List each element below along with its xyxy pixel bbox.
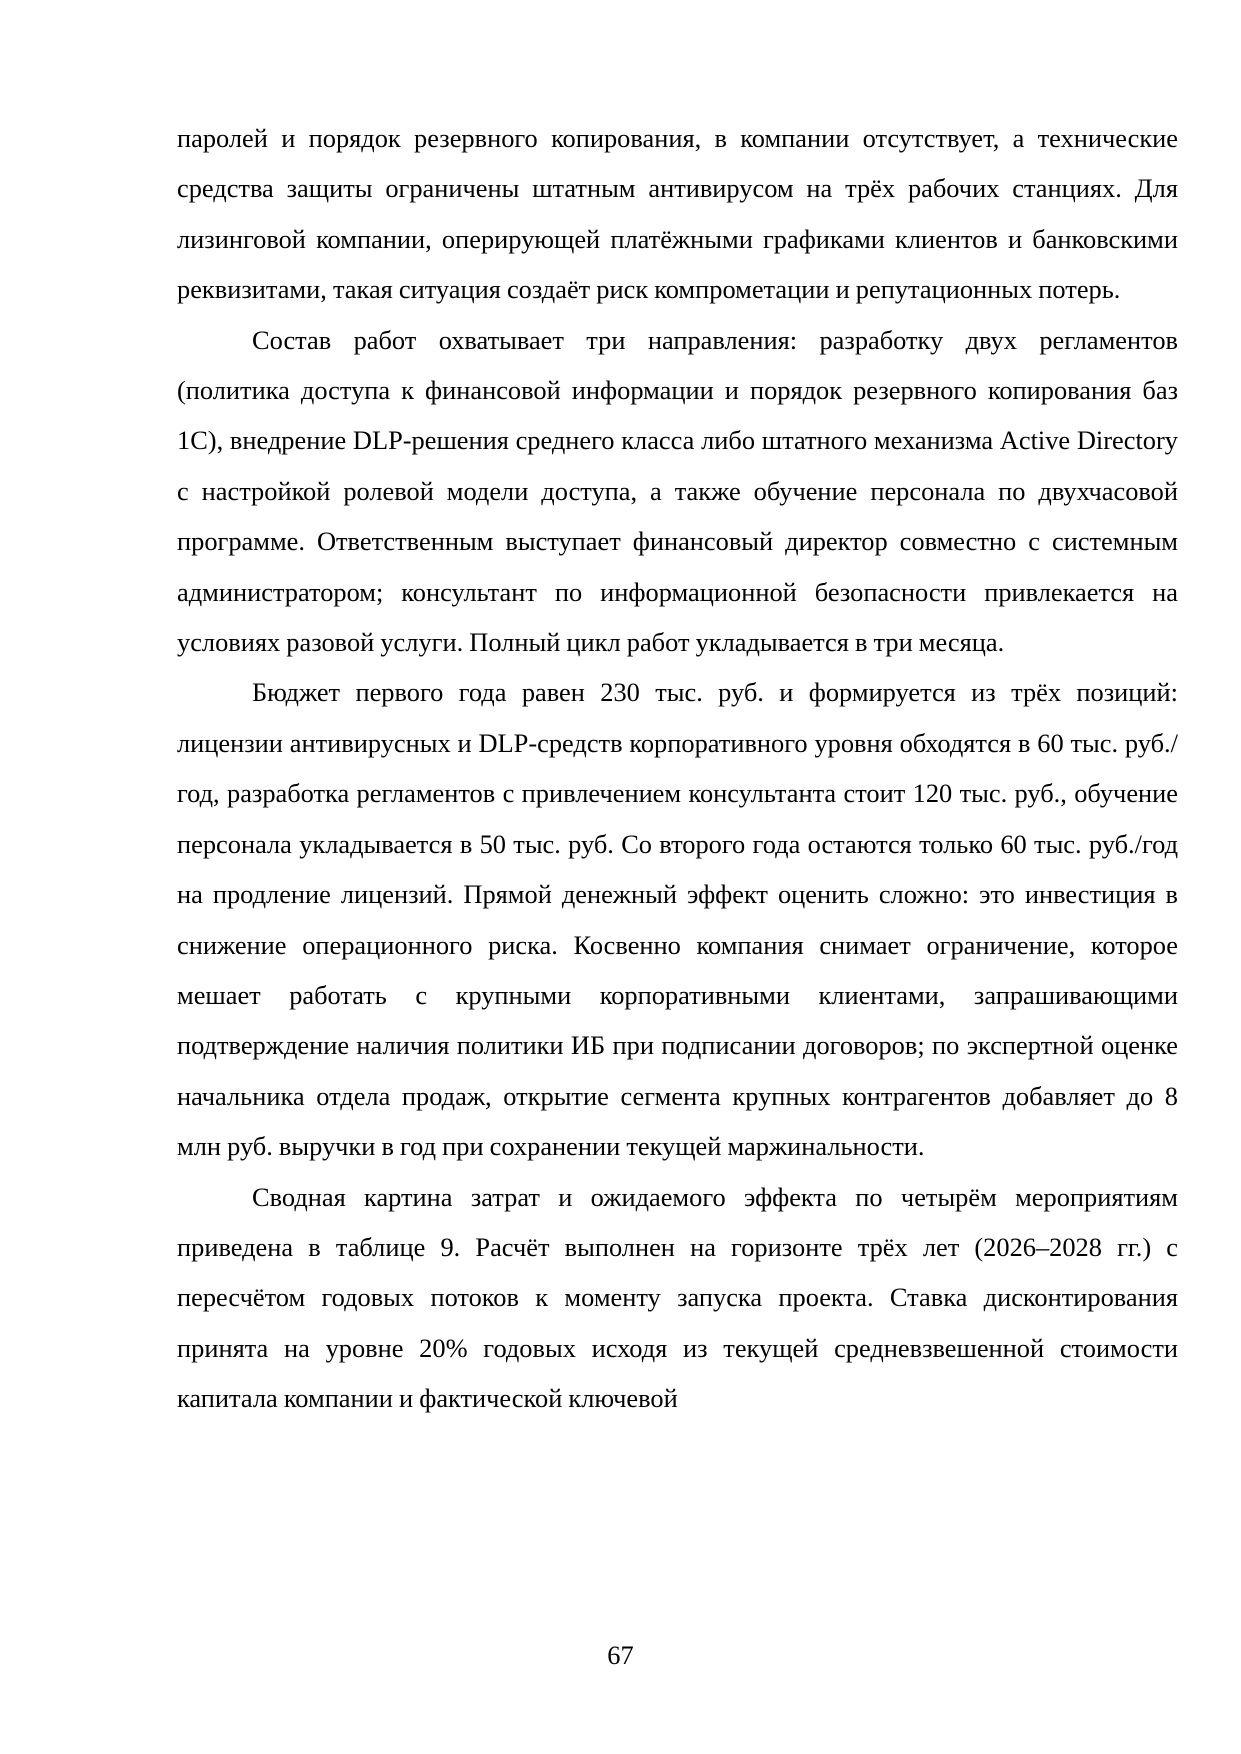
paragraph-2: Состав работ охватывает три направления: разработку двух регламентов (политика доступа к финансовой информации и порядок резервного копирования баз 1С), внедрение DLP-решения среднего класса либо штатного механизма Active Directory с настройкой ролевой модели доступа, а также обучение персонала по двухчасовой программе. Ответственным выступает финансовый директор совместно с системным администратором; консультант по информационной безопасности привлекается на условиях разовой услуги. Полный цикл работ укладывается в три месяца. <box>177 324 1178 658</box>
paragraph-1: паролей и порядок резервного копирования, в компании отсутствует, а технические средства защиты ограничены штатным антивирусом на трёх рабочих станциях. Для лизинговой компании, оперирующей платёжными графиками клиентов и банковскими реквизитами, такая ситуация создаёт риск компрометации и репутационных потерь. <box>177 123 1178 305</box>
paragraph-4: Сводная картина затрат и ожидаемого эффекта по четырём мероприятиям приведена в таблице 9. Расчёт выполнен на горизонте трёх лет (2026–2028 гг.) с пересчётом годовых потоков к моменту запуска проекта. Ставка дисконтирования принята на уровне 20% годовых исходя из текущей средневзвешенной стоимости капитала компании и фактической ключевой <box>177 1181 1178 1414</box>
page-number: 67 <box>607 1640 634 1670</box>
page-body <box>177 113 1178 1424</box>
paragraph-3: Бюджет первого года равен 230 тыс. руб. и формируется из трёх позиций: лицензии антивирусных и DLP-средств корпоративного уровня обходятся в 60 тыс. руб./год, разработка регламентов с привлечением консультанта стоит 120 тыс. руб., обучение персонала укладывается в 50 тыс. руб. Со второго года остаются только 60 тыс. руб./год на продление лицензий. Прямой денежный эффект оценить сложно: это инвестиция в снижение операционного риска. Косвенно компания снимает ограничение, которое мешает работать с крупными корпоративными клиентами, запрашивающими подтверждение наличия политики ИБ при подписании договоров; по экспертной оценке начальника отдела продаж, открытие сегмента крупных контрагентов добавляет до 8 млн руб. выручки в год при сохранении текущей маржинальности. <box>177 677 1178 1162</box>
